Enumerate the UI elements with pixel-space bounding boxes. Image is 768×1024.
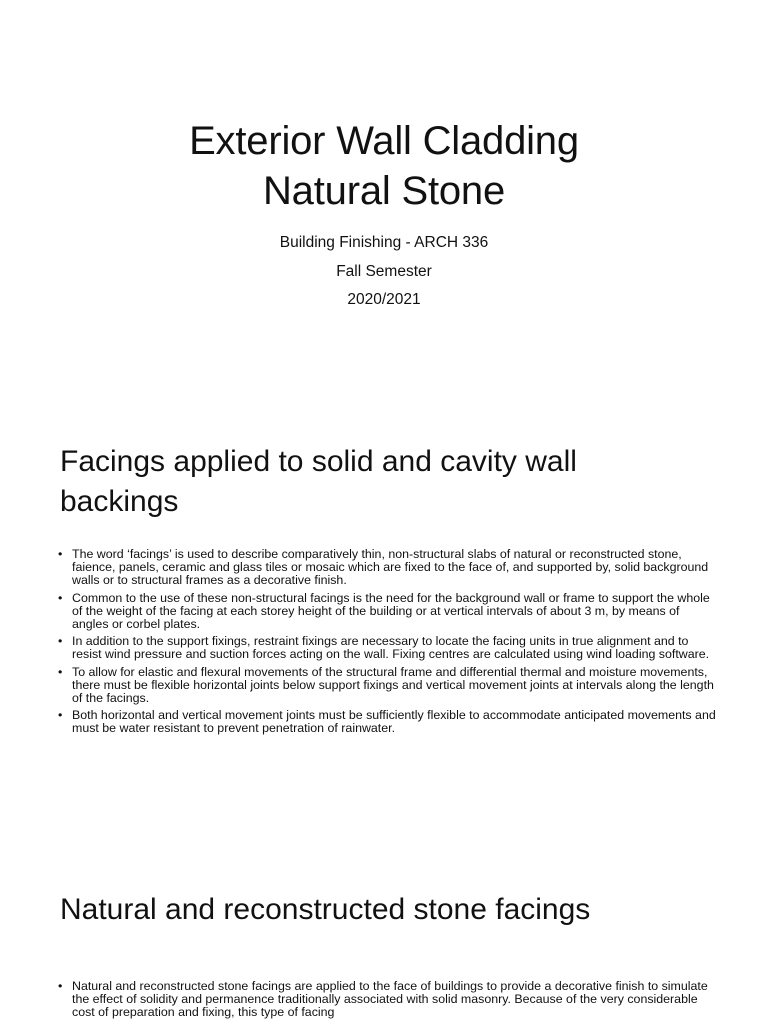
heading-line-1: Facings applied to solid and cavity wall [60,445,577,478]
bullet-text: To allow for elastic and flexural movements of the structural frame and differential thermal and moisture movements, there must be flexible horizontal joints below support fixings and vertical movement joints at intervals along the length of the facings. [72,664,714,706]
list-item [58,666,718,706]
bullet-list [58,548,718,740]
bullet-icon: • [58,590,63,605]
title-line-1: Exterior Wall Cladding [189,119,579,163]
slide-subtitle [0,229,768,315]
title-slide [0,0,768,410]
bullet-text: Common to the use of these non-structural facings is the need for the background wall or frame to support the whole of the weight of the facing at each storey height of the building or at vertical intervals of about 3 m, by means of angles or corbel plates. [72,590,710,632]
list-item [58,709,718,735]
academic-year: 2020/2021 [347,291,421,308]
slide-heading [60,442,720,522]
list-item [58,635,718,661]
bullet-icon: • [58,547,63,561]
bullet-icon: • [58,634,63,649]
bullet-text: Both horizontal and vertical movement joints must be sufficiently flexible to accommodate anticipated movements and must be water resistant to prevent penetration of rainwater. [72,708,716,736]
list-item [58,592,718,632]
stone-facings-slide [0,870,768,1024]
heading-line-2: backings [60,485,179,518]
bullet-text: Natural and reconstructed stone facings are applied to the face of buildings to provide a decorative finish to simulate the effect of solidity and permanence traditionally associated with solid masonry. Because of the very considerable cost of preparation and fixing, this type of facing [72,979,708,1020]
facings-slide [0,420,768,860]
bullet-text: The word ‘facings’ is used to describe comparatively thin, non-structural slabs of natural or reconstructed stone, faience, panels, ceramic and glass tiles or mosaic which are fixed to the face of, and supported by, solid background walls or to structural frames as a decorative finish. [72,547,709,588]
bullet-icon: • [58,664,63,679]
bullet-icon: • [58,979,63,993]
title-line-2: Natural Stone [263,169,505,213]
bullet-text: In addition to the support fixings, restraint fixings are necessary to locate the facing units in true alignment and to resist wind pressure and suction forces acting on the wall. Fixing centres are calculated using wind loading software. [72,634,710,662]
slide-heading: Natural and reconstructed stone facings [60,893,591,926]
slide-title [0,116,768,216]
list-item [58,548,718,588]
bullet-list [58,980,718,1024]
course-name: Building Finishing - ARCH 336 [279,234,489,251]
list-item [58,980,718,1020]
bullet-icon: • [58,708,63,723]
semester: Fall Semester [336,262,432,280]
